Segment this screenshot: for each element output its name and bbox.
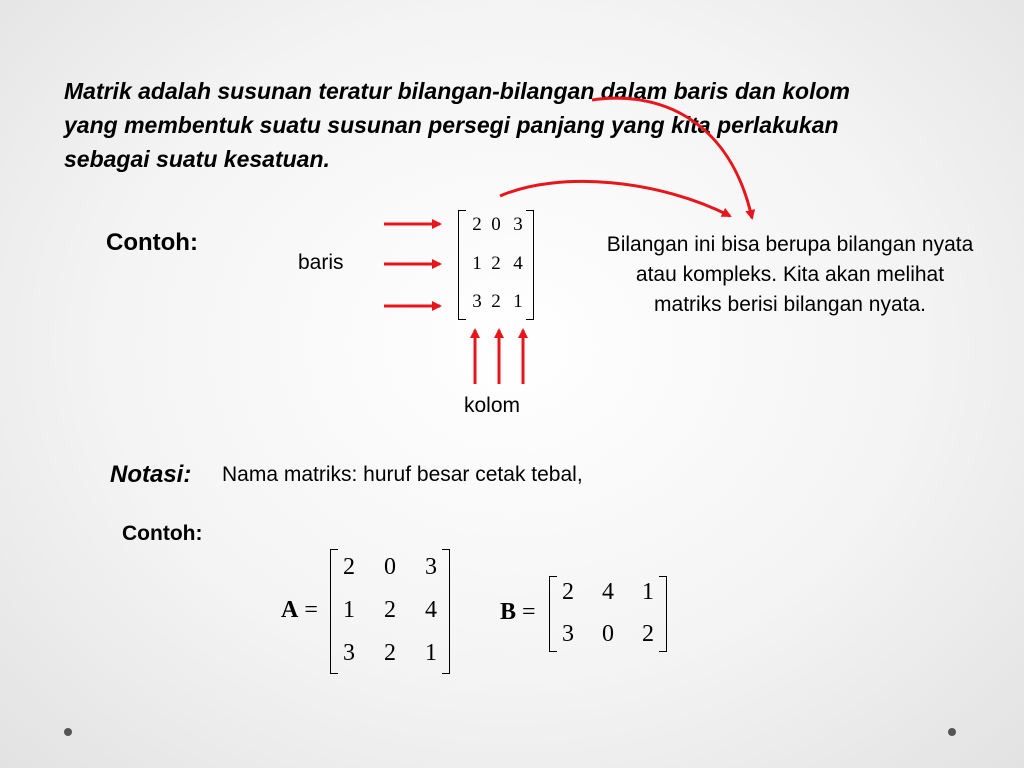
note-text: Bilangan ini bisa berupa bilangan nyata atau kompleks. Kita akan melihat matriks berisi bilangan nyata. xyxy=(606,233,974,316)
matrix-cell: 2 xyxy=(384,640,396,666)
definition-paragraph: Matrik adalah susunan teratur bilangan-bilangan dalam baris dan kolom yang membentuk suatu susunan persegi panjang yang kita perlakukan sebagai suatu kesatuan. xyxy=(64,78,850,172)
decorative-dot xyxy=(948,728,956,736)
example-matrix xyxy=(458,210,534,320)
notation-label: Notasi: xyxy=(110,461,192,488)
matrix-cell: 3 xyxy=(513,214,523,235)
example2-heading: Contoh: xyxy=(122,522,203,545)
matrix-cell: 1 xyxy=(642,579,654,605)
notation-text: Nama matriks: huruf besar cetak tebal, xyxy=(222,463,583,486)
left-bracket xyxy=(458,210,466,320)
matrix-cell: 2 xyxy=(491,253,501,274)
matrix-b xyxy=(549,576,667,652)
matrix-cell: 2 xyxy=(472,214,482,235)
matrix-cell: 3 xyxy=(425,554,437,580)
matrix-cell: 3 xyxy=(562,621,574,647)
matrix-cell: 4 xyxy=(602,579,614,605)
matrix-a-name: A xyxy=(281,597,299,623)
matrix-cell: 2 xyxy=(642,621,654,647)
matrix-b-label xyxy=(500,599,536,626)
decorative-dot xyxy=(64,728,72,736)
matrix-cell: 1 xyxy=(425,640,437,666)
column-label: kolom xyxy=(464,394,521,417)
curved-arrow xyxy=(500,181,730,216)
matrix-a xyxy=(330,549,450,674)
matrix-cell: 4 xyxy=(425,597,437,623)
example-heading: Contoh: xyxy=(106,229,198,256)
matrix-cell: 1 xyxy=(343,597,355,623)
matrix-cell: 2 xyxy=(491,291,501,312)
matrix-cell: 3 xyxy=(472,291,482,312)
matrix-cell: 2 xyxy=(343,554,355,580)
matrix-a-label xyxy=(281,597,318,624)
matrix-cell: 4 xyxy=(513,253,523,274)
matrix-cell: 0 xyxy=(602,621,614,647)
row-label: baris xyxy=(298,251,344,274)
matrix-cell: 1 xyxy=(472,253,482,274)
matrix-cell: 0 xyxy=(491,214,501,235)
equals-sign: = xyxy=(522,599,536,625)
matrix-cell: 1 xyxy=(513,291,523,312)
equals-sign: = xyxy=(304,597,318,623)
matrix-cell: 2 xyxy=(384,597,396,623)
matrix-cell: 3 xyxy=(343,640,355,666)
matrix-cell: 0 xyxy=(384,554,396,580)
matrix-b-name: B xyxy=(500,599,517,625)
matrix-cell: 2 xyxy=(562,579,574,605)
